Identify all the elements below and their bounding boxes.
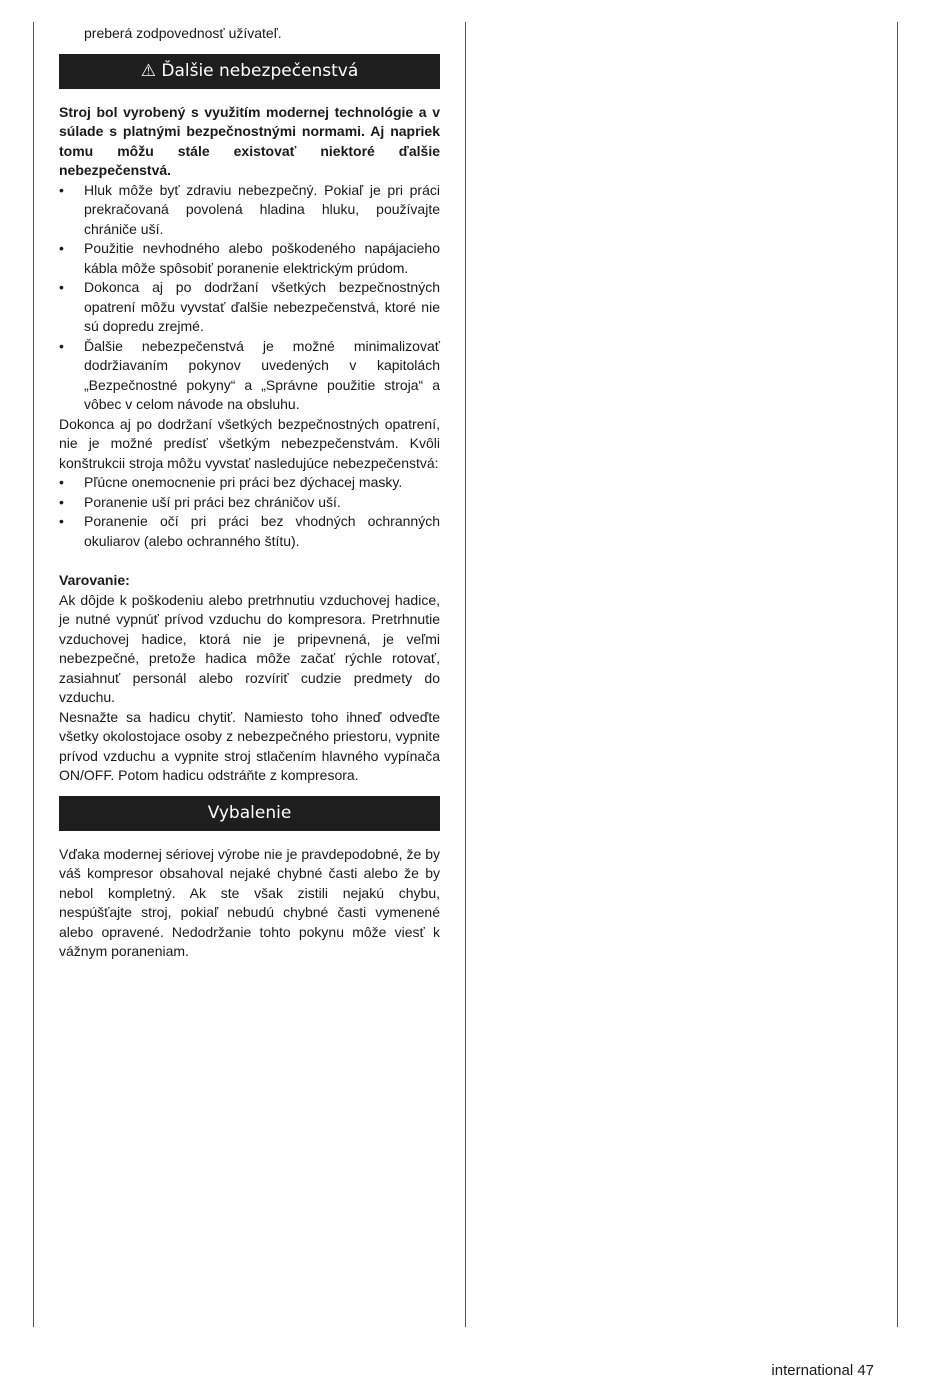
- warning-paragraph-2: Nesnažte sa hadicu chytiť. Namiesto toho ihneď odveďte všetky okolostojace osoby z nebezpečného priestoru, vypnite prívod vzduchu a vypnite stroj stlačením hlavného vypínača ON/OFF. Potom hadicu odstráňte z kompresora.: [59, 708, 440, 783]
- list-item: • Pľúcne onemocnenie pri práci bez dýchacej masky.: [59, 473, 440, 493]
- left-border-line: [33, 22, 34, 1327]
- section-heading-hazards: ⚠ Ďalšie nebezpečenstvá: [59, 54, 440, 89]
- bullet-icon: •: [59, 337, 64, 354]
- hazards-paragraph: Dokonca aj po dodržaní všetkých bezpečnostných opatrení, nie je možné predísť všetkým nebezpečenstvám. Kvôli konštrukcii stroja môžu vyvstať nasledujúce nebezpečenstvá:: [59, 415, 440, 471]
- page-footer: international 47: [771, 1362, 874, 1379]
- bullet-icon: •: [59, 240, 64, 256]
- section-heading-unpacking: Vybalenie: [59, 796, 440, 831]
- bullet-icon: •: [59, 493, 64, 510]
- list-item: • Použitie nevhodného alebo poškodeného napájacieho kábla môže spôsobiť poranenie elektrickým prúdom.: [59, 240, 440, 276]
- warning-title: Varovanie:: [59, 572, 130, 588]
- hazards-list: [59, 181, 440, 415]
- bullet-icon: •: [59, 279, 64, 295]
- left-column: [59, 24, 440, 962]
- hazards-lead: Stroj bol vyrobený s využitím modernej technológie a v súlade s platnými bezpečnostnými normami. Aj napriek tomu môžu stále existovať niektoré ďalšie nebezpečenstvá.: [59, 103, 440, 178]
- list-item: • Dokonca aj po dodržaní všetkých bezpečnostných opatrení môžu vyvstať ďalšie nebezpečenstvá, ktoré nie sú dopredu zrejmé.: [59, 279, 440, 334]
- right-border-line: [897, 22, 898, 1327]
- list-item: • Ďalšie nebezpečenstvá je možné minimalizovať dodržiavaním pokynov uvedených v kapitolách „Bezpečnostné pokyny“ a „Správne použitie stroja“ a vôbec v celom návode na obsluhu.: [59, 337, 440, 412]
- warning-paragraph-1: Ak dôjde k poškodeniu alebo pretrhnutiu vzduchovej hadice, je nutné vypnúť prívod vzduchu do kompresora. Pretrhnutie vzduchovej hadice, ktorá nie je pripevnená, je veľmi nebezpečné, pretože hadica môže začať rýchle rotovať, zasiahnuť personál alebo rozvíriť cudzie predmety do vzduchu.: [59, 591, 440, 705]
- bullet-icon: •: [59, 474, 64, 490]
- bullet-icon: •: [59, 513, 64, 529]
- hazards-list-2: [59, 473, 440, 551]
- unpacking-paragraph: Vďaka modernej sériovej výrobe nie je pravdepodobné, že by váš kompresor obsahoval nejaké chybné časti alebo že by nebol kompletný. Ak ste však zistili nejakú chybu, nespúšťajte stroj, pokiaľ nebudú chybné časti vymenené alebo opravené. Nedodržanie tohto pokynu môže viesť k vážnym poraneniam.: [59, 845, 440, 959]
- list-item: • Hluk môže byť zdraviu nebezpečný. Pokiaľ je pri práci prekračovaná povolená hladina hluku, používajte chrániče uší.: [59, 181, 440, 237]
- column-divider-line: [465, 22, 466, 1327]
- list-item: • Poranenie očí pri práci bez vhodných ochranných okuliarov (alebo ochranného štítu).: [59, 513, 440, 549]
- list-item: • Poranenie uší pri práci bez chráničov uší.: [59, 493, 440, 513]
- bullet-icon: •: [59, 181, 64, 198]
- intro-line: preberá zodpovednosť užívateľ.: [84, 25, 282, 41]
